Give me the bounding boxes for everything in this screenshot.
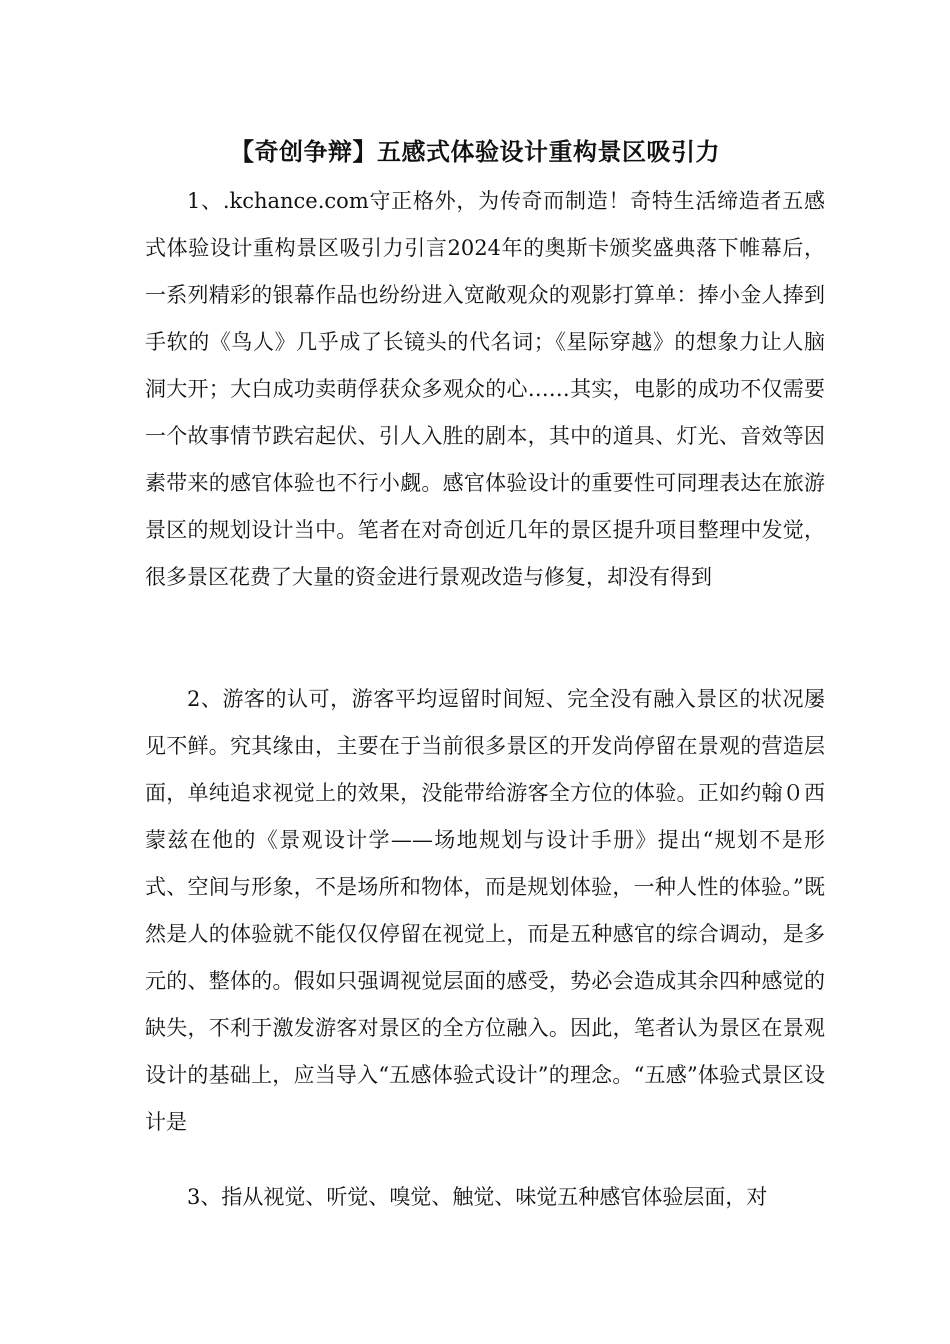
paragraph-1: 1、.kchance.com守正格外，为传奇而制造！奇特生活缔造者五感式体验设计重构景区吸引力引言2024年的奥斯卡颁奖盛典落下帷幕后，一系列精彩的银幕作品也纷纷进入宽敞观众的观影打算单：捧小金人捧到手软的《鸟人》几乎成了长镜头的代名词；《星际穿越》的想象力让人脑洞大开；大白成功卖萌俘获众多观众的心……其实，电影的成功不仅需要一个故事情节跌宕起伏、引人入胜的剧本，其中的道具、灯光、音效等因素带来的感官体验也不行小觑。感官体验设计的重要性可同理表达在旅游景区的规划设计当中。笔者在对奇创近几年的景区提升项目整理中发觉，很多景区花费了大量的资金进行景观改造与修复，却没有得到 (145, 189, 825, 589)
paragraph-3: 3、指从视觉、听觉、嗅觉、触觉、味觉五种感官体验层面，对 (187, 1185, 768, 1209)
document-title: 【奇创争辩】五感式体验设计重构景区吸引力 (230, 137, 720, 166)
paragraph-2: 2、游客的认可，游客平均逗留时间短、完全没有融入景区的状况屡见不鲜。究其缘由，主要在于当前很多景区的开发尚停留在景观的营造层面，单纯追求视觉上的效果，没能带给游客全方位的体验。正如约翰０西蒙兹在他的《景观设计学——场地规划与设计手册》提出“规划不是形式、空间与形象，不是场所和物体，而是规划体验，一种人性的体验。”既然是人的体验就不能仅仅停留在视觉上，而是五种感官的综合调动，是多元的、整体的。假如只强调视觉层面的感受，势必会造成其余四种感觉的缺失，不利于激发游客对景区的全方位融入。因此，笔者认为景区在景观设计的基础上，应当导入“五感体验式设计”的理念。“五感”体验式景区设计是 (145, 687, 825, 1134)
